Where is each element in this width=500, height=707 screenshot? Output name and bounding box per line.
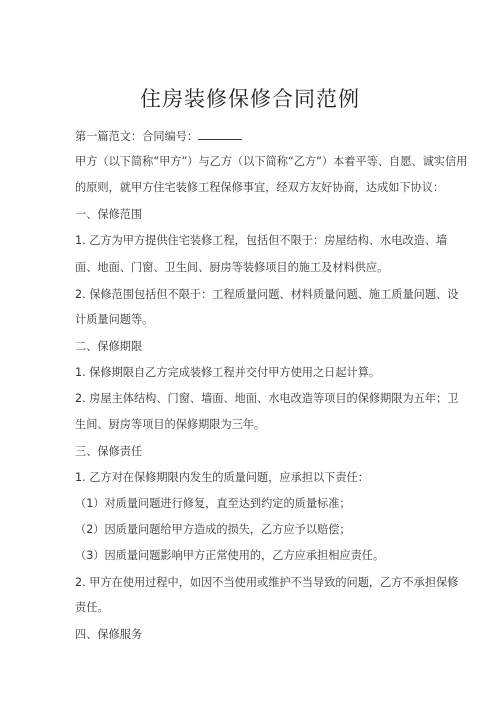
section-heading: 一、保修范围 [75,208,143,221]
paragraph-line: （3）因质量问题影响甲方正常使用的，乙方应承担相应责任。 [75,549,385,562]
paragraph-line: 面、地面、门窗、卫生间、厨房等装修项目的施工及材料供应。 [75,261,389,274]
paragraph-line: 的原则，就甲方住宅装修工程保修事宜，经双方友好协商，达成如下协议： [75,181,445,194]
paragraph-line: 2. 房屋主体结构、门窗、墙面、地面、水电改造等项目的保修期限为五年；卫 [75,392,459,405]
paragraph-line: （2）因质量问题给甲方造成的损失，乙方应予以赔偿； [75,523,351,536]
paragraph-line: 计质量问题等。 [75,313,154,326]
paragraph-line: 2. 保修范围包括但不限于：工程质量问题、材料质量问题、施工质量问题、设 [75,288,459,301]
section-heading: 二、保修期限 [75,340,143,353]
paragraph-line: 2. 甲方在使用过程中，如因不当使用或维护不当导致的问题，乙方不承担保修 [75,576,459,589]
contract-number-line [75,128,435,145]
contract-number-label: 第一篇范文：合同编号： [75,130,199,143]
paragraph-line: （1）对质量问题进行修复，直至达到约定的质量标准； [75,497,351,510]
section-heading: 三、保修责任 [75,445,143,458]
section-heading: 四、保修服务 [75,628,143,641]
paragraph-line: 1. 乙方为甲方提供住宅装修工程，包括但不限于：房屋结构、水电改造、墙 [75,234,448,247]
document-title: 住房装修保修合同范例 [140,87,360,111]
paragraph-line: 1. 保修期限自乙方完成装修工程并交付甲方使用之日起计算。 [75,366,381,379]
paragraph-line: 甲方（以下简称“甲方”）与乙方（以下简称“乙方”）本着平等、自愿、诚实信用 [75,155,468,168]
paragraph-line: 1. 乙方对在保修期限内发生的质量问题，应承担以下责任： [75,471,369,484]
paragraph-line: 责任。 [75,601,109,614]
contract-number-blank [198,128,242,140]
paragraph-line: 生间、厨房等项目的保修期限为三年。 [75,418,266,431]
